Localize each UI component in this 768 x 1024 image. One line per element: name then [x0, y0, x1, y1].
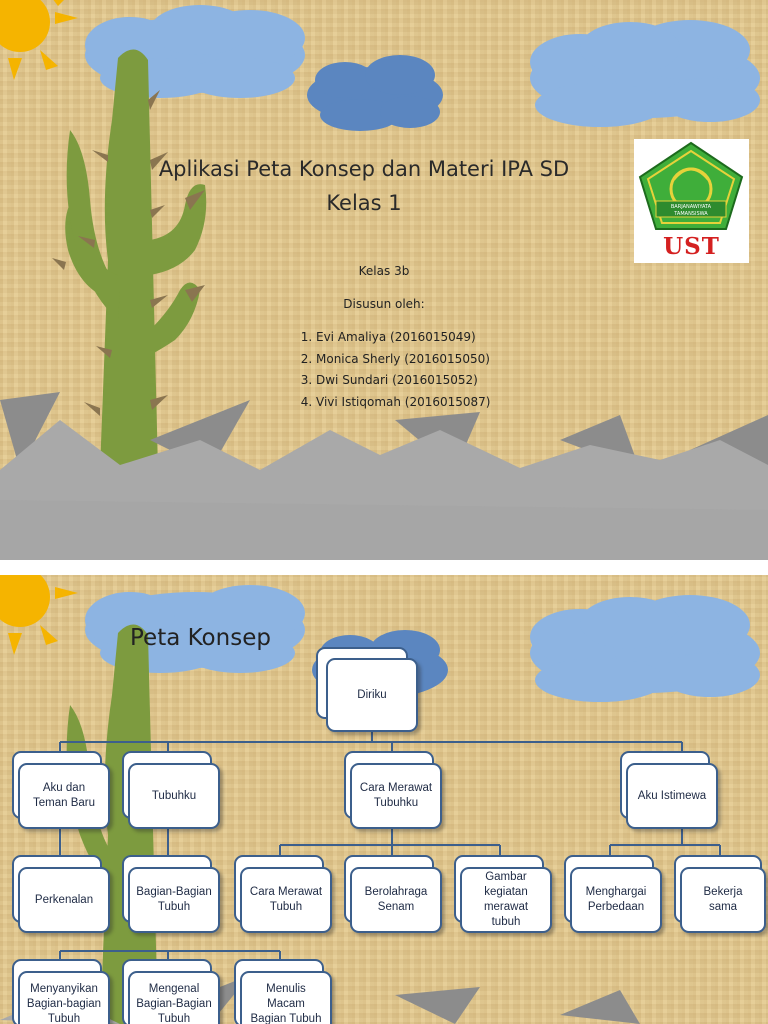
ust-logo	[634, 139, 749, 263]
concept-node: Menulis Macam Bagian Tubuh	[240, 971, 332, 1024]
concept-node-root: Diriku	[326, 658, 418, 732]
cloud-icon	[530, 20, 760, 127]
cactus-icon	[65, 49, 206, 470]
sun-icon	[0, 575, 78, 655]
slide-title-line2: Kelas 1	[326, 191, 402, 215]
svg-text:TAMANSISWA: TAMANSISWA	[674, 211, 708, 217]
ust-logo-text: UST	[663, 233, 720, 260]
author-item: 4. Vivi Istiqomah (2016015087)	[316, 392, 491, 414]
ust-emblem-icon	[634, 139, 749, 234]
concept-node: Tubuhku	[128, 763, 220, 829]
concept-node: Menyanyikan Bagian-bagian Tubuh	[18, 971, 110, 1024]
author-item: 2. Monica Sherly (2016015050)	[316, 349, 491, 371]
slide-title: Peta Konsep	[130, 625, 271, 651]
cloud-icon	[530, 595, 760, 702]
concept-node: Aku Istimewa	[626, 763, 718, 829]
author-item: 3. Dwi Sundari (2016015052)	[316, 370, 491, 392]
concept-node: Mengenal Bagian-Bagian Tubuh	[128, 971, 220, 1024]
slide-title-line1: Aplikasi Peta Konsep dan Materi IPA SD	[158, 157, 570, 181]
concept-node: Menghargai Perbedaan	[570, 867, 662, 933]
concept-node: Aku dan Teman Baru	[18, 763, 110, 829]
concept-node: Perkenalan	[18, 867, 110, 933]
concept-node: Gambar kegiatan merawat tubuh	[460, 867, 552, 933]
svg-text:BARJANAWIYATA: BARJANAWIYATA	[670, 204, 712, 210]
concept-node: Cara Merawat Tubuh	[240, 867, 332, 933]
concept-node: Berolahraga Senam	[350, 867, 442, 933]
concept-node: Bekerja sama	[680, 867, 766, 933]
author-list	[290, 327, 491, 413]
concept-node: Cara Merawat Tubuhku	[350, 763, 442, 829]
slide-title	[100, 152, 628, 220]
cloud-icon	[307, 55, 443, 131]
concept-node: Bagian-Bagian Tubuh	[128, 867, 220, 933]
concept-map-slide	[0, 575, 768, 1024]
compiled-by-label: Disusun oleh:	[343, 297, 425, 311]
class-label: Kelas 3b	[358, 264, 410, 278]
sun-icon	[0, 0, 78, 80]
author-item: 1. Evi Amaliya (2016015049)	[316, 327, 491, 349]
